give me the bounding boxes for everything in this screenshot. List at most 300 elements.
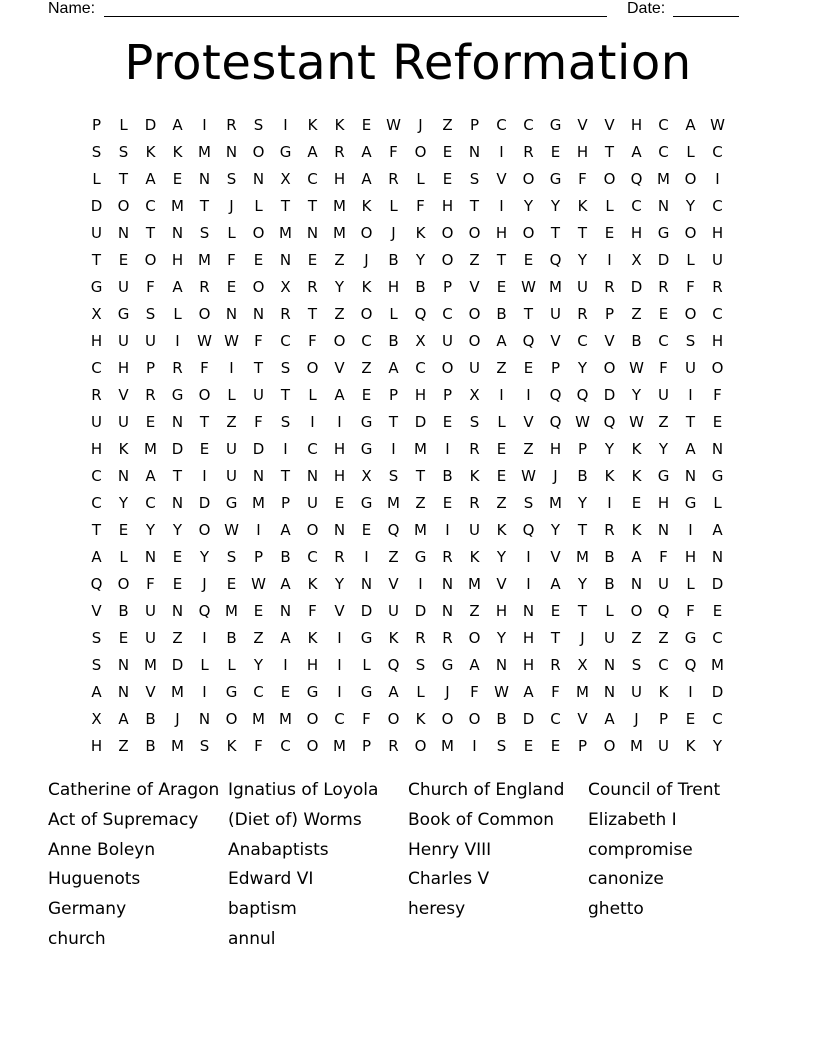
grid-letter[interactable]: T [172, 467, 183, 485]
grid-letter[interactable]: L [713, 494, 722, 512]
grid-letter[interactable]: D [171, 440, 184, 458]
grid-letter[interactable]: C [577, 332, 588, 350]
grid-letter[interactable]: A [469, 656, 480, 674]
grid-letter[interactable]: E [253, 602, 264, 620]
grid-letter[interactable]: L [92, 170, 101, 188]
grid-letter[interactable]: E [307, 251, 318, 269]
grid-letter[interactable]: I [337, 629, 342, 647]
grid-letter[interactable]: B [145, 737, 156, 755]
grid-letter[interactable]: L [389, 197, 398, 215]
grid-letter[interactable]: O [684, 170, 697, 188]
grid-letter[interactable]: R [334, 143, 345, 161]
grid-letter[interactable]: C [658, 116, 669, 134]
grid-letter[interactable]: H [441, 197, 454, 215]
grid-letter[interactable]: E [361, 386, 372, 404]
grid-letter[interactable]: N [117, 656, 130, 674]
grid-letter[interactable]: K [226, 737, 237, 755]
grid-letter[interactable]: O [198, 305, 211, 323]
grid-letter[interactable]: D [414, 413, 427, 431]
grid-letter[interactable]: J [202, 575, 207, 593]
grid-letter[interactable]: N [117, 224, 130, 242]
grid-letter[interactable]: D [252, 440, 265, 458]
grid-letter[interactable]: V [334, 359, 345, 377]
grid-letter[interactable]: C [658, 656, 669, 674]
grid-letter[interactable]: O [225, 710, 238, 728]
grid-letter[interactable]: I [337, 413, 342, 431]
grid-letter[interactable]: B [145, 710, 156, 728]
grid-letter[interactable]: Y [334, 575, 345, 593]
grid-letter[interactable]: L [362, 656, 371, 674]
grid-letter[interactable]: V [145, 683, 156, 701]
grid-letter[interactable]: Q [90, 575, 103, 593]
grid-letter[interactable]: C [334, 710, 345, 728]
grid-letter[interactable]: K [145, 143, 156, 161]
grid-letter[interactable]: T [685, 413, 696, 431]
grid-letter[interactable]: Z [658, 413, 669, 431]
grid-letter[interactable]: U [145, 332, 156, 350]
grid-letter[interactable]: S [631, 656, 642, 674]
grid-letter[interactable]: M [144, 440, 157, 458]
grid-letter[interactable]: O [306, 710, 319, 728]
grid-letter[interactable]: F [254, 737, 263, 755]
grid-letter[interactable]: V [496, 170, 507, 188]
grid-letter[interactable]: Y [550, 521, 561, 539]
grid-letter[interactable]: C [361, 332, 372, 350]
grid-letter[interactable]: G [360, 683, 373, 701]
grid-letter[interactable]: F [362, 710, 371, 728]
grid-letter[interactable]: R [469, 494, 480, 512]
grid-letter[interactable]: U [658, 386, 669, 404]
grid-letter[interactable]: Z [415, 494, 426, 512]
grid-letter[interactable]: R [388, 170, 399, 188]
grid-letter[interactable]: A [145, 170, 156, 188]
grid-letter[interactable]: R [388, 737, 399, 755]
grid-letter[interactable]: R [469, 440, 480, 458]
grid-letter[interactable]: R [307, 278, 318, 296]
grid-letter[interactable]: O [468, 305, 481, 323]
grid-letter[interactable]: S [199, 224, 210, 242]
grid-letter[interactable]: L [119, 548, 128, 566]
grid-letter[interactable]: A [550, 575, 561, 593]
grid-letter[interactable]: E [172, 548, 183, 566]
grid-letter[interactable]: H [495, 224, 508, 242]
grid-letter[interactable]: Z [658, 629, 669, 647]
grid-letter[interactable]: C [280, 332, 291, 350]
grid-letter[interactable]: N [225, 305, 238, 323]
grid-letter[interactable]: O [333, 332, 346, 350]
grid-letter[interactable]: Z [172, 629, 183, 647]
grid-letter[interactable]: M [549, 494, 562, 512]
grid-letter[interactable]: G [414, 548, 427, 566]
grid-letter[interactable]: L [497, 413, 506, 431]
grid-letter[interactable]: Q [387, 521, 400, 539]
grid-letter[interactable]: H [306, 656, 319, 674]
grid-letter[interactable]: F [551, 683, 560, 701]
grid-letter[interactable]: I [283, 440, 288, 458]
grid-letter[interactable]: A [604, 710, 615, 728]
grid-letter[interactable]: Y [253, 656, 264, 674]
grid-letter[interactable]: S [523, 494, 534, 512]
grid-letter[interactable]: A [91, 548, 102, 566]
grid-letter[interactable]: H [333, 170, 346, 188]
grid-letter[interactable]: D [198, 494, 211, 512]
grid-letter[interactable]: A [91, 683, 102, 701]
grid-letter[interactable]: U [118, 278, 129, 296]
grid-letter[interactable]: O [198, 386, 211, 404]
grid-letter[interactable]: A [361, 170, 372, 188]
grid-letter[interactable]: Z [361, 359, 372, 377]
grid-letter[interactable]: F [254, 413, 263, 431]
grid-letter[interactable]: C [496, 116, 507, 134]
grid-letter[interactable]: V [604, 116, 615, 134]
grid-letter[interactable]: X [469, 386, 480, 404]
grid-letter[interactable]: N [171, 224, 184, 242]
grid-letter[interactable]: E [118, 629, 129, 647]
grid-letter[interactable]: K [496, 521, 507, 539]
grid-letter[interactable]: I [391, 440, 396, 458]
grid-letter[interactable]: E [145, 413, 156, 431]
grid-letter[interactable]: D [360, 602, 373, 620]
grid-letter[interactable]: N [279, 602, 292, 620]
grid-letter[interactable]: N [657, 521, 670, 539]
grid-letter[interactable]: R [577, 305, 588, 323]
grid-letter[interactable]: W [521, 467, 536, 485]
grid-letter[interactable]: M [387, 494, 400, 512]
grid-letter[interactable]: A [361, 143, 372, 161]
grid-letter[interactable]: Y [145, 521, 156, 539]
grid-letter[interactable]: N [279, 251, 292, 269]
grid-letter[interactable]: E [550, 737, 561, 755]
grid-letter[interactable]: E [172, 170, 183, 188]
grid-letter[interactable]: A [118, 710, 129, 728]
grid-letter[interactable]: J [634, 710, 639, 728]
date-blank-line[interactable] [673, 16, 739, 17]
grid-letter[interactable]: Z [496, 359, 507, 377]
grid-letter[interactable]: O [414, 737, 427, 755]
grid-letter[interactable]: K [307, 116, 318, 134]
grid-letter[interactable]: R [280, 305, 291, 323]
grid-letter[interactable]: H [90, 332, 103, 350]
grid-letter[interactable]: W [197, 332, 212, 350]
grid-letter[interactable]: A [388, 683, 399, 701]
grid-letter[interactable]: M [171, 683, 184, 701]
grid-letter[interactable]: D [603, 386, 616, 404]
grid-letter[interactable]: P [604, 305, 615, 323]
grid-letter[interactable]: E [442, 494, 453, 512]
grid-letter[interactable]: P [442, 278, 453, 296]
grid-letter[interactable]: I [202, 683, 207, 701]
grid-letter[interactable]: E [496, 467, 507, 485]
grid-letter[interactable]: I [715, 170, 720, 188]
grid-letter[interactable]: K [604, 467, 615, 485]
grid-letter[interactable]: B [280, 548, 291, 566]
grid-letter[interactable]: M [198, 143, 211, 161]
grid-letter[interactable]: A [631, 548, 642, 566]
grid-letter[interactable]: P [658, 710, 669, 728]
grid-letter[interactable]: E [442, 413, 453, 431]
grid-letter[interactable]: N [630, 575, 643, 593]
grid-letter[interactable]: Y [604, 440, 615, 458]
grid-letter[interactable]: U [658, 575, 669, 593]
grid-letter[interactable]: K [469, 467, 480, 485]
grid-letter[interactable]: E [442, 143, 453, 161]
grid-letter[interactable]: G [90, 278, 103, 296]
grid-letter[interactable]: C [415, 359, 426, 377]
grid-letter[interactable]: A [712, 521, 723, 539]
grid-letter[interactable]: N [468, 143, 481, 161]
grid-letter[interactable]: C [712, 305, 723, 323]
grid-letter[interactable]: N [306, 224, 319, 242]
grid-letter[interactable]: A [631, 143, 642, 161]
grid-letter[interactable]: D [414, 602, 427, 620]
grid-letter[interactable]: H [711, 332, 724, 350]
grid-letter[interactable]: G [549, 116, 562, 134]
grid-letter[interactable]: O [252, 278, 265, 296]
grid-letter[interactable]: T [199, 413, 210, 431]
grid-letter[interactable]: J [418, 116, 423, 134]
grid-letter[interactable]: L [389, 305, 398, 323]
grid-letter[interactable]: Q [603, 413, 616, 431]
grid-letter[interactable]: W [251, 575, 266, 593]
grid-letter[interactable]: H [117, 359, 130, 377]
grid-letter[interactable]: E [118, 251, 129, 269]
grid-letter[interactable]: Z [118, 737, 129, 755]
grid-letter[interactable]: G [360, 413, 373, 431]
grid-letter[interactable]: U [226, 440, 237, 458]
grid-letter[interactable]: O [684, 224, 697, 242]
grid-letter[interactable]: V [496, 575, 507, 593]
grid-letter[interactable]: Z [334, 305, 345, 323]
grid-letter[interactable]: N [360, 575, 373, 593]
grid-letter[interactable]: B [496, 710, 507, 728]
grid-letter[interactable]: V [469, 278, 480, 296]
grid-letter[interactable]: X [577, 656, 588, 674]
grid-letter[interactable]: J [553, 467, 558, 485]
grid-letter[interactable]: O [144, 251, 157, 269]
grid-letter[interactable]: N [117, 683, 130, 701]
grid-letter[interactable]: Q [387, 656, 400, 674]
grid-letter[interactable]: M [279, 710, 292, 728]
grid-letter[interactable]: C [280, 737, 291, 755]
grid-letter[interactable]: E [631, 494, 642, 512]
grid-letter[interactable]: B [415, 278, 426, 296]
grid-letter[interactable]: E [550, 602, 561, 620]
grid-letter[interactable]: Q [576, 386, 589, 404]
grid-letter[interactable]: S [118, 143, 129, 161]
grid-letter[interactable]: R [442, 629, 453, 647]
grid-letter[interactable]: U [307, 494, 318, 512]
grid-letter[interactable]: N [225, 143, 238, 161]
grid-letter[interactable]: M [252, 494, 265, 512]
grid-letter[interactable]: O [414, 143, 427, 161]
grid-letter[interactable]: L [605, 197, 614, 215]
grid-letter[interactable]: S [415, 656, 426, 674]
grid-letter[interactable]: Z [226, 413, 237, 431]
grid-letter[interactable]: E [361, 521, 372, 539]
grid-letter[interactable]: F [416, 197, 425, 215]
grid-letter[interactable]: M [171, 197, 184, 215]
grid-letter[interactable]: E [550, 143, 561, 161]
grid-letter[interactable]: O [252, 143, 265, 161]
grid-letter[interactable]: A [280, 521, 291, 539]
grid-letter[interactable]: X [361, 467, 372, 485]
grid-letter[interactable]: S [226, 548, 237, 566]
grid-letter[interactable]: S [280, 359, 291, 377]
grid-letter[interactable]: V [523, 413, 534, 431]
grid-letter[interactable]: N [144, 548, 157, 566]
grid-letter[interactable]: L [686, 575, 695, 593]
grid-letter[interactable]: O [468, 629, 481, 647]
grid-letter[interactable]: U [604, 629, 615, 647]
grid-letter[interactable]: L [119, 116, 128, 134]
grid-letter[interactable]: E [280, 683, 291, 701]
grid-letter[interactable]: Z [469, 251, 480, 269]
grid-letter[interactable]: L [605, 602, 614, 620]
grid-letter[interactable]: C [91, 467, 102, 485]
grid-letter[interactable]: I [499, 197, 504, 215]
grid-letter[interactable]: S [685, 332, 696, 350]
grid-letter[interactable]: N [711, 440, 724, 458]
grid-letter[interactable]: W [521, 278, 536, 296]
grid-letter[interactable]: S [91, 656, 102, 674]
grid-letter[interactable]: N [603, 656, 616, 674]
grid-letter[interactable]: K [415, 224, 426, 242]
grid-letter[interactable]: N [684, 467, 697, 485]
grid-letter[interactable]: M [657, 170, 670, 188]
grid-letter[interactable]: I [202, 629, 207, 647]
grid-letter[interactable]: E [118, 521, 129, 539]
grid-letter[interactable]: O [603, 737, 616, 755]
grid-letter[interactable]: C [523, 116, 534, 134]
grid-letter[interactable]: L [227, 656, 236, 674]
grid-letter[interactable]: Z [442, 116, 453, 134]
grid-letter[interactable]: H [630, 224, 643, 242]
grid-letter[interactable]: C [631, 197, 642, 215]
grid-letter[interactable]: A [334, 386, 345, 404]
grid-letter[interactable]: M [144, 656, 157, 674]
grid-letter[interactable]: A [145, 467, 156, 485]
grid-letter[interactable]: Y [550, 197, 561, 215]
grid-letter[interactable]: I [202, 116, 207, 134]
grid-letter[interactable]: M [711, 656, 724, 674]
grid-letter[interactable]: H [90, 737, 103, 755]
grid-letter[interactable]: M [576, 683, 589, 701]
grid-letter[interactable]: L [416, 170, 425, 188]
grid-letter[interactable]: I [445, 521, 450, 539]
grid-letter[interactable]: T [91, 521, 102, 539]
grid-letter[interactable]: G [684, 629, 697, 647]
grid-letter[interactable]: K [307, 629, 318, 647]
grid-letter[interactable]: B [388, 332, 399, 350]
grid-letter[interactable]: X [280, 278, 291, 296]
grid-letter[interactable]: W [629, 359, 644, 377]
grid-letter[interactable]: F [227, 251, 236, 269]
grid-letter[interactable]: I [283, 656, 288, 674]
grid-letter[interactable]: E [226, 575, 237, 593]
grid-letter[interactable]: K [685, 737, 696, 755]
grid-letter[interactable]: N [252, 170, 265, 188]
grid-letter[interactable]: M [198, 251, 211, 269]
grid-letter[interactable]: O [117, 197, 130, 215]
grid-letter[interactable]: U [91, 224, 102, 242]
grid-letter[interactable]: Y [118, 494, 129, 512]
grid-letter[interactable]: T [280, 467, 291, 485]
grid-letter[interactable]: A [685, 440, 696, 458]
grid-letter[interactable]: E [253, 251, 264, 269]
grid-letter[interactable]: T [145, 224, 156, 242]
grid-letter[interactable]: M [441, 737, 454, 755]
grid-letter[interactable]: V [577, 710, 588, 728]
grid-letter[interactable]: B [577, 467, 588, 485]
grid-letter[interactable]: Z [388, 548, 399, 566]
grid-letter[interactable]: U [550, 305, 561, 323]
grid-letter[interactable]: A [523, 683, 534, 701]
grid-letter[interactable]: F [659, 359, 668, 377]
grid-letter[interactable]: C [145, 197, 156, 215]
grid-letter[interactable]: U [226, 467, 237, 485]
grid-letter[interactable]: E [442, 170, 453, 188]
grid-letter[interactable]: O [468, 332, 481, 350]
grid-letter[interactable]: S [496, 737, 507, 755]
grid-letter[interactable]: X [415, 332, 426, 350]
grid-letter[interactable]: A [280, 629, 291, 647]
grid-letter[interactable]: Z [253, 629, 264, 647]
grid-letter[interactable]: G [225, 683, 238, 701]
grid-letter[interactable]: N [441, 602, 454, 620]
grid-letter[interactable]: D [144, 116, 157, 134]
grid-letter[interactable]: P [253, 548, 264, 566]
grid-letter[interactable]: I [499, 386, 504, 404]
grid-letter[interactable]: T [307, 197, 318, 215]
grid-letter[interactable]: U [685, 359, 696, 377]
grid-letter[interactable]: H [333, 467, 346, 485]
grid-letter[interactable]: O [522, 224, 535, 242]
grid-letter[interactable]: H [630, 116, 643, 134]
grid-letter[interactable]: T [280, 386, 291, 404]
grid-letter[interactable]: J [580, 629, 585, 647]
grid-letter[interactable]: Y [415, 251, 426, 269]
grid-letter[interactable]: A [496, 332, 507, 350]
grid-letter[interactable]: C [658, 143, 669, 161]
grid-letter[interactable]: P [442, 386, 453, 404]
grid-letter[interactable]: C [712, 197, 723, 215]
grid-letter[interactable]: F [578, 170, 587, 188]
grid-letter[interactable]: R [550, 656, 561, 674]
grid-letter[interactable]: Y [631, 386, 642, 404]
grid-letter[interactable]: G [306, 683, 319, 701]
grid-letter[interactable]: H [522, 656, 535, 674]
grid-letter[interactable]: C [712, 629, 723, 647]
grid-letter[interactable]: V [118, 386, 129, 404]
grid-letter[interactable]: H [387, 278, 400, 296]
grid-letter[interactable]: Q [549, 251, 562, 269]
grid-letter[interactable]: T [307, 305, 318, 323]
grid-letter[interactable]: O [306, 359, 319, 377]
grid-letter[interactable]: I [607, 494, 612, 512]
grid-letter[interactable]: S [199, 737, 210, 755]
grid-letter[interactable]: N [171, 494, 184, 512]
grid-letter[interactable]: U [253, 386, 264, 404]
grid-letter[interactable]: G [549, 170, 562, 188]
grid-letter[interactable]: I [526, 548, 531, 566]
grid-letter[interactable]: M [225, 602, 238, 620]
grid-letter[interactable]: Z [496, 494, 507, 512]
grid-letter[interactable]: I [310, 413, 315, 431]
grid-letter[interactable]: E [199, 440, 210, 458]
grid-letter[interactable]: F [470, 683, 479, 701]
grid-letter[interactable]: C [658, 332, 669, 350]
grid-letter[interactable]: Q [549, 386, 562, 404]
